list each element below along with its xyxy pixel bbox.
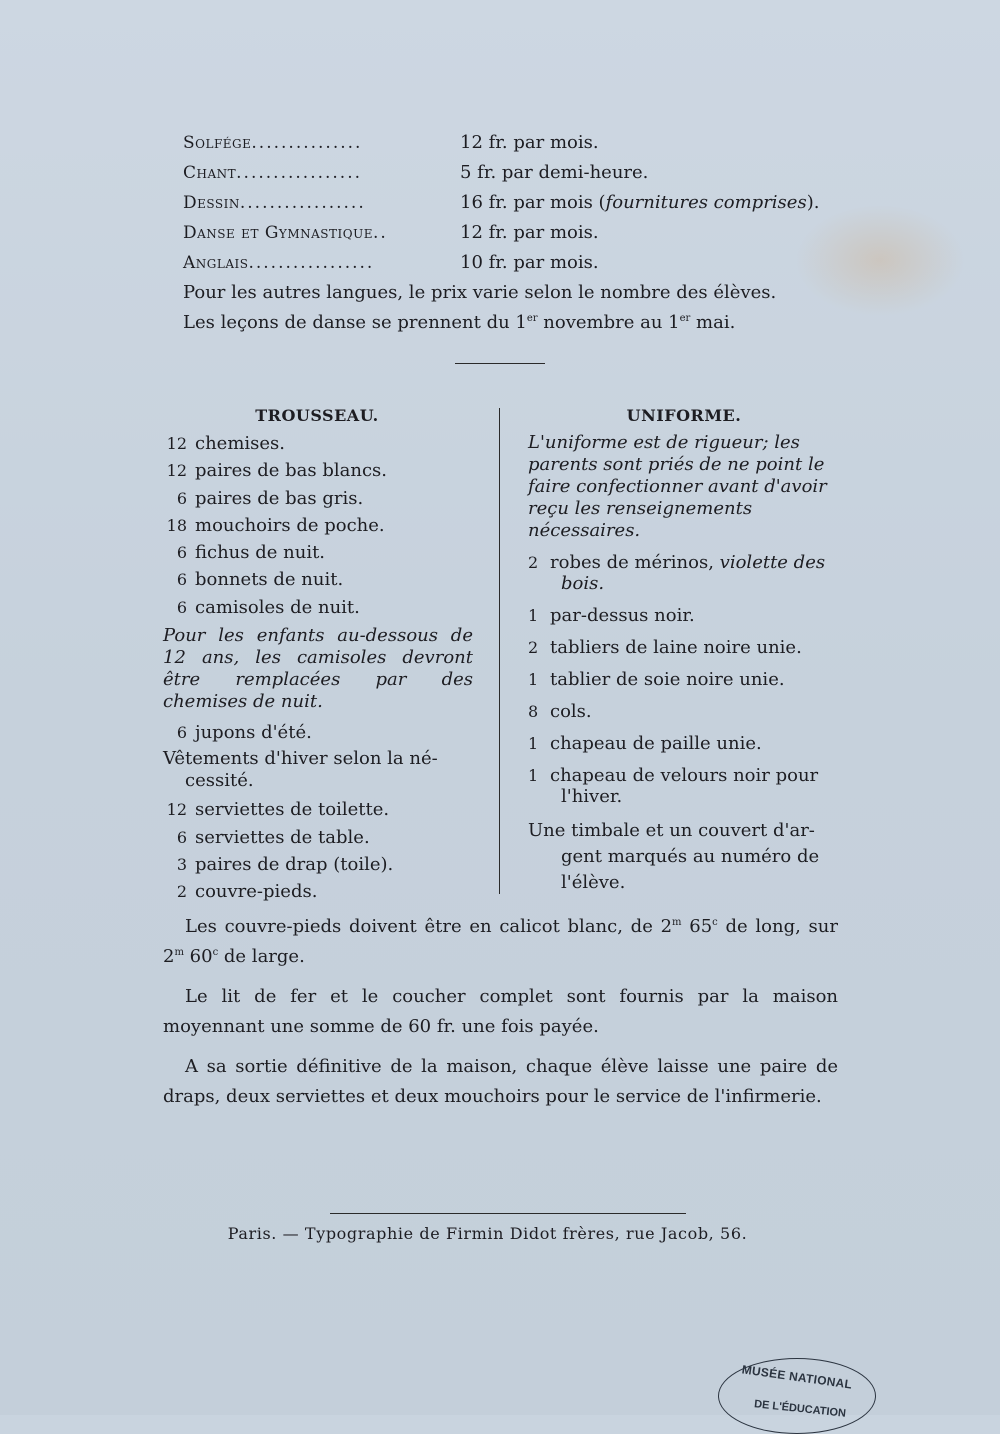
list-item — [528, 669, 840, 690]
list-item — [163, 512, 473, 539]
fee-price: 12 fr. par mois. — [460, 222, 599, 243]
fee-row-chant — [183, 158, 843, 188]
trousseau-note: Pour les enfants au-dessous de 12 ans, les camisoles devront être remplacées par des chemises de nuit. — [163, 625, 473, 713]
fee-note-dance — [183, 308, 843, 338]
item-text: jupons d'été. — [195, 722, 312, 744]
item-qty: 2 — [528, 553, 539, 572]
item-text-line — [528, 701, 840, 722]
item-qty: 8 — [528, 702, 539, 721]
museum-stamp — [718, 1358, 876, 1434]
item-text: par-dessus noir. — [550, 605, 695, 626]
item-text: cols. — [550, 701, 592, 722]
fee-row-dessin — [183, 188, 843, 218]
para-text: 65 — [681, 916, 713, 937]
item-text-line — [528, 765, 840, 786]
item-qty: 6 — [176, 488, 187, 508]
fee-price-suffix: ). — [806, 192, 820, 213]
uniforme-heading: UNIFORME. — [626, 406, 742, 425]
fee-price-text: 16 fr. par mois ( — [460, 192, 606, 213]
item-qty: 3 — [176, 854, 187, 874]
uniforme-column — [528, 402, 840, 896]
fee-label: Anglais — [183, 253, 249, 273]
para-text: 60 — [183, 946, 213, 967]
item-text-line — [528, 733, 840, 754]
leader-dots: ............... — [251, 133, 363, 153]
winter-line: Vêtements d'hiver selon la né- — [163, 748, 438, 770]
trousseau-winter-note — [163, 748, 473, 792]
item-text-line — [528, 552, 840, 573]
uniforme-timbale-note — [528, 818, 840, 896]
list-item — [163, 457, 473, 484]
list-item — [528, 765, 840, 807]
trousseau-list — [163, 796, 473, 905]
superscript: c — [212, 947, 219, 958]
note-text: Les leçons de danse se prennent du 1 — [183, 312, 527, 333]
trousseau-column — [163, 402, 473, 906]
body-paragraphs — [163, 912, 838, 1122]
item-text: chapeau de paille unie. — [550, 733, 762, 754]
item-qty: 6 — [176, 570, 187, 590]
fee-price-italic: fournitures comprises — [605, 192, 807, 213]
item-text-line — [528, 605, 840, 626]
item-text: robes de mérinos, — [550, 552, 720, 573]
fee-row-danse — [183, 218, 843, 248]
list-item — [163, 539, 473, 566]
item-text: camisoles de nuit. — [195, 596, 360, 618]
item-qty: 12 — [166, 461, 187, 481]
fee-row-anglais — [183, 248, 843, 278]
trousseau-list — [163, 430, 473, 621]
section-divider — [455, 363, 545, 364]
fee-label: Danse et Gymnastique — [183, 223, 373, 243]
list-item — [163, 719, 473, 746]
item-qty: 6 — [176, 723, 187, 743]
superscript: m — [174, 947, 184, 958]
leader-dots: ................. — [236, 163, 363, 183]
item-continuation: bois. — [561, 573, 605, 594]
item-text: mouchoirs de poche. — [195, 514, 385, 536]
list-item — [163, 485, 473, 512]
leader-dots: ................. — [248, 253, 375, 273]
item-qty: 6 — [176, 597, 187, 617]
fee-price — [460, 188, 819, 218]
fee-price: 10 fr. par mois. — [460, 252, 599, 273]
stamp-text-top: MUSÉE NATIONAL — [740, 1362, 854, 1392]
item-text: fichus de nuit. — [195, 542, 326, 564]
list-item — [163, 878, 473, 905]
list-item — [528, 733, 840, 754]
superscript: m — [672, 917, 682, 928]
item-text: paires de drap (toile). — [195, 853, 394, 875]
stamp-text-bottom: DE L'ÉDUCATION — [753, 1398, 847, 1420]
footer-divider — [330, 1213, 686, 1214]
item-qty: 12 — [166, 800, 187, 820]
list-item — [528, 701, 840, 722]
list-item — [528, 605, 840, 626]
note-text: novembre au 1 — [537, 312, 680, 333]
list-item — [163, 594, 473, 621]
timbale-line: gent marqués au numéro de — [561, 846, 820, 867]
paragraph-sortie: A sa sortie définitive de la maison, chaque élève laisse une paire de draps, deux serviettes et deux mouchoirs pour le service de l'infirmerie. — [163, 1056, 838, 1107]
fee-row-solfege — [183, 128, 843, 158]
column-divider — [499, 408, 500, 894]
list-item — [528, 637, 840, 658]
item-text: tabliers de laine noire unie. — [550, 637, 802, 658]
note-text: mai. — [690, 312, 736, 333]
item-qty: 1 — [528, 734, 539, 753]
superscript: er — [679, 313, 691, 324]
timbale-line: Une timbale et un couvert d'ar- — [528, 820, 815, 841]
leader-dots: .. — [372, 223, 388, 243]
item-qty: 1 — [528, 606, 539, 625]
item-text-line — [528, 637, 840, 658]
item-text: bonnets de nuit. — [195, 569, 344, 591]
item-qty: 6 — [176, 543, 187, 563]
superscript: c — [712, 917, 718, 928]
fee-label: Chant — [183, 163, 237, 183]
item-text: paires de bas blancs. — [195, 460, 387, 482]
item-qty: 1 — [528, 670, 539, 689]
item-text-line — [528, 669, 840, 690]
item-text: serviettes de toilette. — [195, 799, 390, 821]
trousseau-heading: TROUSSEAU. — [255, 406, 379, 425]
para-text: Les couvre-pieds doivent être en calicot blanc, de 2 — [185, 916, 673, 937]
para-text: de long, sur 2 — [163, 916, 838, 967]
item-text: chemises. — [195, 433, 285, 454]
list-item — [528, 552, 840, 594]
item-text: paires de bas gris. — [195, 487, 364, 509]
list-item — [163, 566, 473, 593]
uniforme-note: L'uniforme est de rigueur; les parents sont priés de ne point le faire confectionner avant d'avoir reçu les renseignements nécessaires. — [528, 432, 827, 541]
leader-dots: ................. — [239, 193, 366, 213]
paragraph-couvre-pieds — [163, 912, 838, 972]
item-text: couvre-pieds. — [195, 881, 318, 903]
fee-label: Dessin — [183, 193, 240, 213]
item-qty: 2 — [528, 638, 539, 657]
item-text: tablier de soie noire unie. — [550, 669, 785, 690]
item-text: serviettes de table. — [195, 826, 370, 848]
item-qty: 18 — [166, 515, 187, 535]
fee-price: 12 fr. par mois. — [460, 132, 599, 153]
item-qty: 1 — [528, 766, 539, 785]
list-item — [163, 430, 473, 457]
para-text: de large. — [218, 946, 305, 967]
list-item — [163, 796, 473, 823]
fee-price: 5 fr. par demi-heure. — [460, 162, 649, 183]
item-qty: 6 — [176, 827, 187, 847]
fee-list — [183, 128, 843, 338]
timbale-line: l'élève. — [561, 872, 626, 893]
printer-imprint: Paris. — Typographie de Firmin Didot frères, rue Jacob, 56. — [227, 1224, 748, 1243]
item-continuation: l'hiver. — [561, 786, 623, 807]
winter-line: cessité. — [185, 770, 254, 792]
fee-note-languages: Pour les autres langues, le prix varie selon le nombre des élèves. — [183, 282, 777, 303]
item-text: chapeau de velours noir pour — [550, 765, 819, 786]
paragraph-lit: Le lit de fer et le coucher complet sont fournis par la maison moyennant une somme de 60 fr. une fois payée. — [163, 986, 838, 1037]
item-qty: 12 — [166, 434, 187, 453]
fee-label: Solfége — [183, 133, 252, 153]
superscript: er — [526, 313, 538, 324]
list-item — [163, 851, 473, 878]
uniforme-list — [528, 552, 840, 807]
item-text-italic: violette des — [719, 552, 826, 573]
item-qty: 2 — [176, 882, 187, 902]
list-item — [163, 824, 473, 851]
